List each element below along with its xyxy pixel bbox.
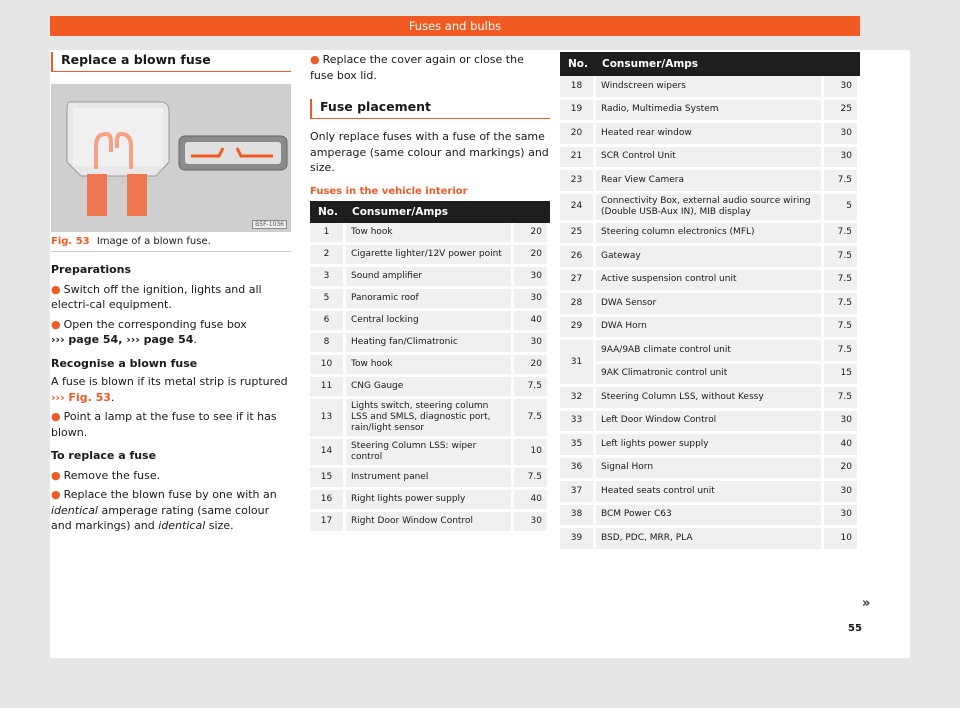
table-row xyxy=(560,147,860,171)
consumer-cell: Instrument panel xyxy=(346,468,514,490)
fuse-number-cell: 32 xyxy=(560,387,596,411)
figure-caption xyxy=(51,232,291,252)
table-row xyxy=(560,246,860,270)
table-row xyxy=(560,364,860,388)
table-row xyxy=(560,481,860,505)
page-reference-link[interactable]: ››› page 54, ››› page 54 xyxy=(51,333,194,346)
fuse-placement-intro: Only replace fuses with a fuse of the same amperage (same colour and markings) and size. xyxy=(310,130,549,174)
table-row xyxy=(560,387,860,411)
table-row xyxy=(560,411,860,435)
consumer-cell: Sound amplifier xyxy=(346,267,514,289)
fuse-number-cell: 2 xyxy=(310,245,346,267)
fuse-number-cell: 19 xyxy=(560,100,596,124)
interior-fuses-label: Fuses in the vehicle interior xyxy=(310,185,468,197)
interior-fuse-table-body xyxy=(310,223,550,534)
fuse-number-cell: 28 xyxy=(560,293,596,317)
figure-number: Fig. 53 xyxy=(51,236,90,247)
fuse-number-cell: 25 xyxy=(560,223,596,247)
preparations-heading: Preparations xyxy=(51,263,132,276)
bullet-icon: ● xyxy=(51,282,61,296)
list-item xyxy=(51,487,291,534)
consumer-cell: Panoramic roof xyxy=(346,289,514,311)
table-row xyxy=(310,355,550,377)
fuse-number-cell: 24 xyxy=(560,194,596,223)
bullet-icon: ● xyxy=(310,53,320,66)
table-row xyxy=(560,505,860,529)
amperage-cell: 20 xyxy=(514,245,550,267)
consumer-cell: Heated seats control unit xyxy=(596,481,824,505)
list-item-text: Replace the cover again or close the fuse box lid. xyxy=(310,53,524,82)
preparations-block xyxy=(51,262,291,534)
bullet-icon: ● xyxy=(51,410,61,423)
left-column xyxy=(51,52,291,534)
table-row xyxy=(310,333,550,355)
amperage-cell: 7.5 xyxy=(514,399,550,439)
consumer-cell: Cigarette lighter/12V power point xyxy=(346,245,514,267)
amperage-cell: 30 xyxy=(514,333,550,355)
fuse-number-cell: 20 xyxy=(560,123,596,147)
amperage-cell: 7.5 xyxy=(824,293,860,317)
chapter-header: Fuses and bulbs xyxy=(50,16,860,36)
amperage-cell: 40 xyxy=(514,311,550,333)
amperage-cell: 7.5 xyxy=(824,223,860,247)
amperage-cell: 7.5 xyxy=(824,317,860,341)
consumer-cell: Tow hook xyxy=(346,355,514,377)
continue-arrow-icon: » xyxy=(862,596,871,611)
fuse-number-cell: 33 xyxy=(560,411,596,435)
page-number: 55 xyxy=(848,623,862,634)
list-item: ● Open the corresponding fuse box ››› page 54, ››› page 54. xyxy=(51,317,247,346)
fuse-number-cell: 31 xyxy=(560,340,596,387)
fuse-number-cell: 37 xyxy=(560,481,596,505)
fuse-number-cell: 18 xyxy=(560,76,596,100)
table-row xyxy=(310,289,550,311)
table-header-row xyxy=(310,201,550,223)
consumer-cell: DWA Horn xyxy=(596,317,824,341)
amperage-cell: 7.5 xyxy=(824,170,860,194)
right-column xyxy=(560,52,860,552)
list-item-text: Switch off the ignition, lights and all electri-cal equipment. xyxy=(51,282,262,311)
consumer-cell: Radio, Multimedia System xyxy=(596,100,824,124)
list-item xyxy=(310,52,550,83)
amperage-cell: 25 xyxy=(824,100,860,124)
recognise-text: A fuse is blown if its metal strip is ruptured ››› Fig. 53. xyxy=(51,375,288,404)
consumer-cell: 9AK Climatronic control unit xyxy=(596,364,824,388)
recognise-heading: Recognise a blown fuse xyxy=(51,356,198,370)
middle-column xyxy=(310,52,550,534)
table-row xyxy=(560,458,860,482)
consumer-cell: Right Door Window Control xyxy=(346,512,514,534)
table-row xyxy=(560,317,860,341)
consumer-cell: Active suspension control unit xyxy=(596,270,824,294)
table-row xyxy=(310,245,550,267)
consumer-cell: DWA Sensor xyxy=(596,293,824,317)
consumer-cell: Steering Column LSS, without Kessy xyxy=(596,387,824,411)
fuse-number-cell: 5 xyxy=(310,289,346,311)
amperage-cell: 30 xyxy=(514,512,550,534)
amperage-cell: 20 xyxy=(824,458,860,482)
fuse-number-cell: 26 xyxy=(560,246,596,270)
bullet-icon: ● xyxy=(51,468,61,482)
consumer-cell: Lights switch, steering column LSS and SMLS, diagnostic port, rain/light sensor xyxy=(346,399,514,439)
consumer-cell: 9AA/9AB climate control unit xyxy=(596,340,824,364)
blown-fuse-figure xyxy=(51,84,291,232)
amperage-cell: 7.5 xyxy=(824,270,860,294)
blown-fuse-illustration xyxy=(51,84,291,232)
fuse-number-cell: 36 xyxy=(560,458,596,482)
column-header-consumer: Consumer/Amps xyxy=(596,52,860,76)
consumer-cell: Gateway xyxy=(596,246,824,270)
amperage-cell: 15 xyxy=(824,364,860,388)
fuse-number-cell: 13 xyxy=(310,399,346,439)
amperage-cell: 7.5 xyxy=(824,387,860,411)
consumer-cell: Left lights power supply xyxy=(596,434,824,458)
table-row xyxy=(310,439,550,468)
table-row xyxy=(310,267,550,289)
table-row xyxy=(560,528,860,552)
emphasis-text: identical xyxy=(51,503,98,517)
table-row xyxy=(560,340,860,364)
fuse-number-cell: 11 xyxy=(310,377,346,399)
consumer-cell: Tow hook xyxy=(346,223,514,245)
table-row xyxy=(560,123,860,147)
list-item xyxy=(51,468,291,484)
fuse-number-cell: 29 xyxy=(560,317,596,341)
fuse-number-cell: 21 xyxy=(560,147,596,171)
consumer-cell: Connectivity Box, external audio source wiring (Double USB-Aux IN), MIB display xyxy=(596,194,824,223)
table-row xyxy=(560,100,860,124)
amperage-cell: 7.5 xyxy=(824,246,860,270)
interior-fuse-table-continued xyxy=(560,52,860,552)
table-row xyxy=(310,490,550,512)
consumer-cell: Steering column electronics (MFL) xyxy=(596,223,824,247)
consumer-cell: Windscreen wipers xyxy=(596,76,824,100)
amperage-cell: 30 xyxy=(514,289,550,311)
consumer-cell: Signal Horn xyxy=(596,458,824,482)
list-item-text: Replace the blown fuse by one with an xyxy=(63,488,277,501)
consumer-cell: BCM Power C63 xyxy=(596,505,824,529)
consumer-cell: Steering Column LSS: wiper control xyxy=(346,439,514,468)
consumer-cell: Heated rear window xyxy=(596,123,824,147)
consumer-cell: Heating fan/Climatronic xyxy=(346,333,514,355)
interior-fuse-table-continued-body xyxy=(560,76,860,552)
amperage-cell: 7.5 xyxy=(514,377,550,399)
list-item-text: Remove the fuse. xyxy=(63,468,161,482)
table-row xyxy=(560,293,860,317)
table-row xyxy=(560,434,860,458)
paragraph-text: A fuse is blown if its metal strip is ruptured xyxy=(51,375,288,388)
column-header-no: No. xyxy=(310,201,346,223)
amperage-cell: 30 xyxy=(824,411,860,435)
table-row xyxy=(310,399,550,439)
column-header-no: No. xyxy=(560,52,596,76)
table-row xyxy=(560,194,860,223)
table-row xyxy=(310,468,550,490)
list-item-text: amperage rating (same colour and markings) and xyxy=(51,503,270,532)
fuse-number-cell: 23 xyxy=(560,170,596,194)
amperage-cell: 7.5 xyxy=(514,468,550,490)
amperage-cell: 30 xyxy=(824,76,860,100)
consumer-cell: Left Door Window Control xyxy=(596,411,824,435)
figure-code: B5F-1036 xyxy=(252,220,287,229)
figure-caption-text: Image of a blown fuse. xyxy=(96,236,211,247)
bullet-icon: ● xyxy=(51,317,61,331)
fuse-number-cell: 39 xyxy=(560,528,596,552)
fuse-number-cell: 14 xyxy=(310,439,346,468)
table-row xyxy=(560,223,860,247)
list-item-text: Point a lamp at the fuse to see if it has blown. xyxy=(51,410,277,439)
amperage-cell: 10 xyxy=(514,439,550,468)
amperage-cell: 40 xyxy=(824,434,860,458)
table-header-row xyxy=(560,52,860,76)
column-header-consumer: Consumer/Amps xyxy=(346,201,550,223)
fuse-number-cell: 8 xyxy=(310,333,346,355)
section-title-fuse-placement: Fuse placement xyxy=(310,99,550,119)
fuse-number-cell: 1 xyxy=(310,223,346,245)
table-row xyxy=(310,512,550,534)
figure-reference-link[interactable]: ››› Fig. 53 xyxy=(51,390,111,404)
fuse-number-cell: 3 xyxy=(310,267,346,289)
table-row xyxy=(560,170,860,194)
consumer-cell: CNG Gauge xyxy=(346,377,514,399)
fuse-number-cell: 35 xyxy=(560,434,596,458)
fuse-number-cell: 27 xyxy=(560,270,596,294)
emphasis-text: identical xyxy=(158,519,206,532)
amperage-cell: 30 xyxy=(824,123,860,147)
fuse-number-cell: 17 xyxy=(310,512,346,534)
fuse-number-cell: 15 xyxy=(310,468,346,490)
amperage-cell: 30 xyxy=(514,267,550,289)
list-item xyxy=(51,409,291,440)
fuse-number-cell: 10 xyxy=(310,355,346,377)
bullet-icon: ● xyxy=(51,488,61,501)
table-row xyxy=(310,311,550,333)
fuse-number-cell: 6 xyxy=(310,311,346,333)
fuse-number-cell: 16 xyxy=(310,490,346,512)
consumer-cell: Central locking xyxy=(346,311,514,333)
consumer-cell: Rear View Camera xyxy=(596,170,824,194)
replace-heading: To replace a fuse xyxy=(51,449,157,462)
section-title-replace-fuse: Replace a blown fuse xyxy=(51,52,291,72)
amperage-cell: 30 xyxy=(824,505,860,529)
table-row xyxy=(310,377,550,399)
table-row xyxy=(560,76,860,100)
interior-fuse-table xyxy=(310,201,550,534)
amperage-cell: 40 xyxy=(514,490,550,512)
amperage-cell: 10 xyxy=(824,528,860,552)
amperage-cell: 7.5 xyxy=(824,340,860,364)
amperage-cell: 5 xyxy=(824,194,860,223)
table-row xyxy=(560,270,860,294)
consumer-cell: BSD, PDC, MRR, PLA xyxy=(596,528,824,552)
table-row xyxy=(310,223,550,245)
list-item-text: size. xyxy=(208,519,234,532)
consumer-cell: SCR Control Unit xyxy=(596,147,824,171)
list-item-text: Open the corresponding fuse box xyxy=(63,317,247,331)
consumer-cell: Right lights power supply xyxy=(346,490,514,512)
amperage-cell: 20 xyxy=(514,355,550,377)
amperage-cell: 20 xyxy=(514,223,550,245)
fuse-number-cell: 38 xyxy=(560,505,596,529)
list-item xyxy=(51,282,291,313)
amperage-cell: 30 xyxy=(824,481,860,505)
amperage-cell: 30 xyxy=(824,147,860,171)
